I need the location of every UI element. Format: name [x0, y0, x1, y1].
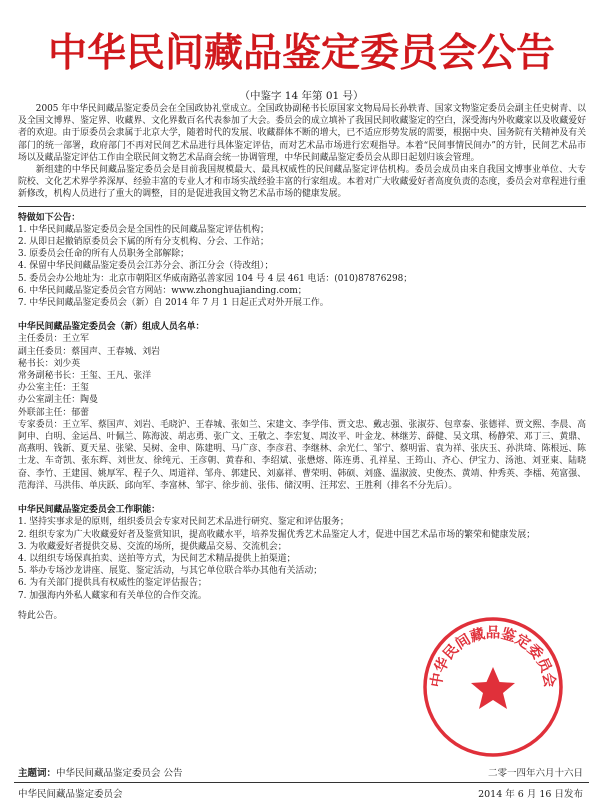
official-seal	[418, 612, 568, 762]
member-role: 副主任委员：蔡国声、王春城、刘岩	[18, 346, 160, 357]
notice-item: 7. 中华民间藏品鉴定委员会（新）自 2014 年 7 月 1 日起正式对外开展工作。	[18, 298, 329, 309]
subject-label: 主题词：	[18, 768, 57, 779]
notice-item: 6. 中华民间藏品鉴定委员会官方网站：www.zhonghuajianding.com；	[18, 285, 307, 296]
seal-text: 中华民间藏品鉴定委员会	[428, 625, 558, 689]
closing-statement: 特此公告。	[18, 610, 63, 621]
duties-heading: 中华民间藏品鉴定委员会工作职能：	[18, 505, 160, 516]
duty-item: 2. 组织专家为广大收藏爱好者及鉴赏知识，提高收藏水平，培养发掘优秀艺术品鉴定人才，促进中国艺术品市场的繁荣和健康发展；	[18, 529, 536, 540]
members-heading: 中华民间藏品鉴定委员会（新）组成人员名单：	[18, 322, 205, 333]
duty-item: 7. 加强海内外私人藏家和有关单位的合作交流。	[18, 590, 207, 601]
member-role: 秘书长：刘少英	[18, 358, 81, 369]
member-role: 主任委员：王立军	[18, 334, 89, 345]
duty-item: 4. 以组织专场保真拍卖、送拍等方式，为民间艺术精品提供上拍渠道；	[18, 553, 296, 564]
intro-paragraph-2: 新组建的中华民间藏品鉴定委员会是目前我国规模最大、最具权威性的民间藏品鉴定评估机构。委员会成员由来自我国文博事业单位、大专院校、文化艺术界学养深厚、经验丰富的专业人才和市场实战经验丰富的行家组成。本着对广大收藏爱好者高度负责的态度，委员会对章程进行重新修改，机构人员进行了重大的调整，目的是促进我国文物艺术品市场的健康发展。	[18, 165, 586, 200]
notice-item: 2. 从即日起撤销原委员会下属的所有分支机构、分会、工作站；	[18, 237, 269, 248]
member-role: 常务副秘书长：王玺、王凡、张洋	[18, 371, 152, 382]
notice-item: 3. 原委员会任命的所有人员职务全部解除；	[18, 249, 190, 260]
subject-text: 中华民间藏品鉴定委员会 公告	[56, 768, 183, 779]
duty-item: 5. 举办专场沙龙讲座、展览、鉴定活动，与其它单位联合举办其他有关活动；	[18, 566, 323, 577]
notice-heading: 特做如下公告：	[18, 212, 81, 223]
seal-star-icon	[471, 667, 515, 709]
duty-item: 3. 为收藏爱好者提供交易、交流的场所，提供藏品交易、交流机会；	[18, 541, 287, 552]
intro-paragraph-1: 2005 年中华民间藏品鉴定委员会在全国政协礼堂成立。全国政协副秘书长原国家文物局局长孙轶青、国家文物鉴定委员会副主任史树青、以及全国文博界、鉴定界、收藏界、文化界数百名代表参加了大会。委员会的成立填补了我国民间收藏鉴定的空白，深受海内外收藏家以及收藏爱好者的欢迎。由于原委员会隶属于北京大学，随着时代的发展、收藏群体不断的增大，已不适应形势发展的需要，根据中央、国务院有关精神及有关部门的统一部署，政府部门不再对民间艺术品进行具体鉴定评估，而对艺术品市场进行宏观指导。本着“民间事情民间办”的方针，民间艺术品市场以及藏品鉴定评估工作由全联民间文物艺术品商会统一协调管理，中华民间藏品鉴定委员会从即日起划归该会管理。	[18, 104, 586, 163]
signing-date: 二零一四年六月十六日	[487, 768, 583, 779]
notice-body	[18, 103, 586, 622]
footer-divider	[14, 782, 589, 783]
subject-line	[18, 765, 183, 779]
notice-item: 1. 中华民间藏品鉴定委员会是全国性的民间藏品鉴定评估机构；	[18, 224, 269, 235]
publish-date: 2014 年 6 月 16 日发布	[478, 789, 583, 800]
notice-item: 5. 委员会办公地址为：北京市朝阳区华威南路弘善家园 104 号 4 层 461 电话：(010)87876298；	[18, 273, 413, 284]
section-divider	[18, 206, 586, 207]
expert-members-list: 专家委员：王立军、蔡国声、刘岩、毛晓沪、王春城、张如兰、宋建文、李学伟、贾文忠、戴志强、张淑芬、包章泰、张德祥、贾文熙、李晨、高阿申、白明、金运昌、叶佩兰、陈海波、胡志勇、张广文、王敬之、李宏复、周汝平、叶金龙、林继芳、薛健、吴文琪、杨静荣、邓丁三、黄鼎、高燕明、钱新、夏天星、张梁、吴树、金申、陈建明、马广彦、李彦君、李继林、余光仁、邹宁、蔡明雷、袁为祥、张庆玉、孙洪琦、陈根远、陈士龙、车奇凯、张东辉、刘世友、徐纯元、王彦朝、黄春和、李绍斌、张懋熔、陈连勇、孔祥星、王筠山、齐心、伊宝力、汤池、刘亚東、陆晓奋、李竹、王建国、姚厚军、程子久、周道祥、邹舟、郭建民、刘嘉祥、曹荣明、韩硕、刘盛、温淑波、史俊杰、黄靖、仲秀英、李檑、苑富强、范海洋、马洪伟、单庆跃、邱向军、李富林、邹宇、徐步前、张伟、储汉明、汪邦宏、王胜利（排名不分先后）。	[18, 419, 586, 491]
notice-title: 中华民间藏品鉴定委员会公告	[47, 31, 555, 76]
notice-item: 4. 保留中华民间藏品鉴定委员会江苏分会、浙江分会（待改组）；	[18, 261, 274, 272]
duty-item: 1. 坚持实事求是的原则，组织委员会专家对民间艺术品进行研究、鉴定和评估服务；	[18, 517, 349, 528]
member-role: 外联部主任：郁蕾	[18, 407, 89, 418]
duty-item: 6. 为有关部门提供具有权威性的鉴定评估报告；	[18, 578, 207, 589]
issuing-organization: 中华民间藏品鉴定委员会	[18, 789, 123, 800]
member-role: 办公室主任：王玺	[18, 383, 89, 394]
member-role: 办公室副主任：陶曼	[18, 395, 98, 406]
document-number: （中鉴字 14 年第 01 号）	[239, 90, 364, 102]
